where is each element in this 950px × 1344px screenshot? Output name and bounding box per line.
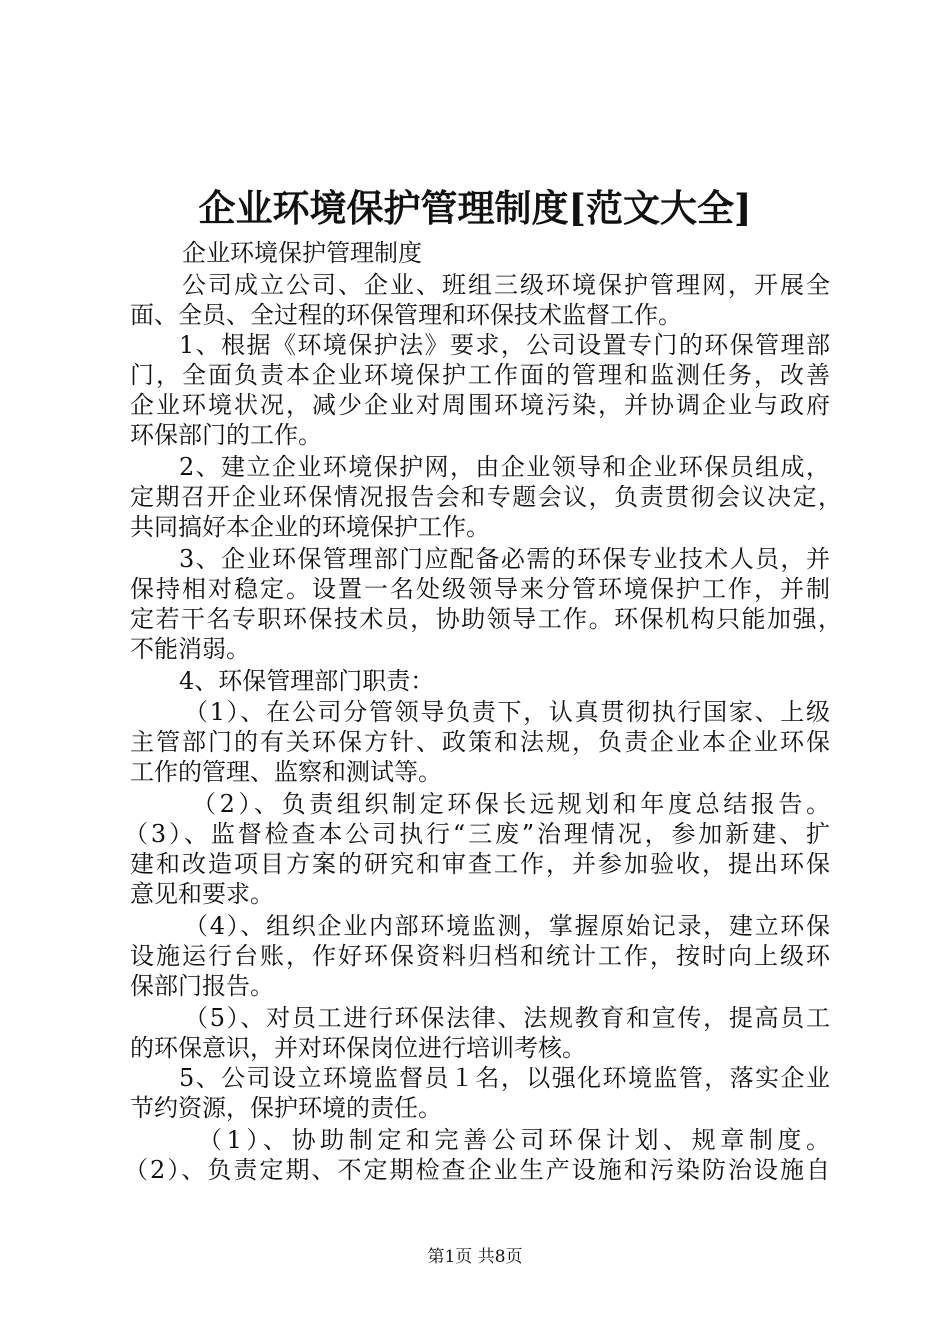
body-line: （2）、负责定期、不定期检查企业生产设施和污染防治设施自 — [124, 1156, 830, 1184]
body-line: 建和改造项目方案的研究和审查工作，并参加验收，提出环保 — [130, 850, 830, 878]
body-line: 定若干名专职环保技术员，协助领导工作。环保机构只能加强， — [130, 605, 842, 633]
body-line: 企业环境状况，减少企业对周围环境污染，并协调企业与政府 — [130, 391, 830, 419]
body-line: （1）、协助制定和完善公司环保计划、规章制度。 — [198, 1126, 830, 1154]
body-line: 共同搞好本企业的环境保护工作。 — [130, 513, 490, 541]
body-line: 设施运行台账，作好环保资料归档和统计工作，按时向上级环 — [130, 942, 830, 970]
body-line: 企业环境保护管理制度 — [182, 239, 422, 267]
body-line: 2、建立企业环境保护网，由企业领导和企业环保员组成， — [179, 453, 830, 481]
body-line: 保持相对稳定。设置一名处级领导来分管环境保护工作，并制 — [130, 575, 830, 603]
body-line: （4）、组织企业内部环境监测，掌握原始记录，建立环保 — [184, 912, 830, 940]
body-line: 4、环保管理部门职责： — [179, 667, 435, 695]
body-line: 3、企业环保管理部门应配备必需的环保专业技术人员，并 — [179, 545, 830, 573]
body-line: 门，全面负责本企业环境保护工作面的管理和监测任务，改善 — [130, 361, 830, 389]
page-number: 第1页 共8页 — [427, 1247, 523, 1267]
body-line: 工作的管理、监察和测试等。 — [130, 758, 442, 786]
body-line: 公司成立公司、企业、班组三级环境保护管理网，开展全 — [182, 271, 830, 299]
body-line: 5、公司设立环境监督员１名，以强化环境监管，落实企业 — [179, 1064, 830, 1092]
body-line: （5）、对员工进行环保法律、法规教育和宣传，提高员工 — [184, 1004, 830, 1032]
body-line: 1、根据《环境保护法》要求，公司设置专门的环保管理部 — [179, 331, 830, 359]
body-line: 节约资源，保护环境的责任。 — [130, 1094, 442, 1122]
body-line: 的环保意识，并对环保岗位进行培训考核。 — [130, 1034, 586, 1062]
document-title: 企业环境保护管理制度[范文大全] — [198, 186, 752, 230]
body-line: （2）、负责组织制定环保长远规划和年度总结报告。 — [192, 790, 830, 818]
body-line: 意见和要求。 — [130, 880, 274, 908]
body-line: （1）、在公司分管领导负责下，认真贯彻执行国家、上级 — [184, 698, 830, 726]
body-line: 不能消弱。 — [130, 635, 250, 663]
body-line: 主管部门的有关环保方针、政策和法规，负责企业本企业环保 — [130, 728, 830, 756]
body-line: 面、全员、全过程的环保管理和环保技术监督工作。 — [130, 301, 682, 329]
body-line: 保部门报告。 — [130, 972, 274, 1000]
body-line: （3）、监督检查本公司执行“三废”治理情况，参加新建、扩 — [124, 820, 830, 848]
body-line: 定期召开企业环保情况报告会和专题会议，负责贯彻会议决定， — [130, 483, 842, 511]
body-line: 环保部门的工作。 — [130, 421, 322, 449]
